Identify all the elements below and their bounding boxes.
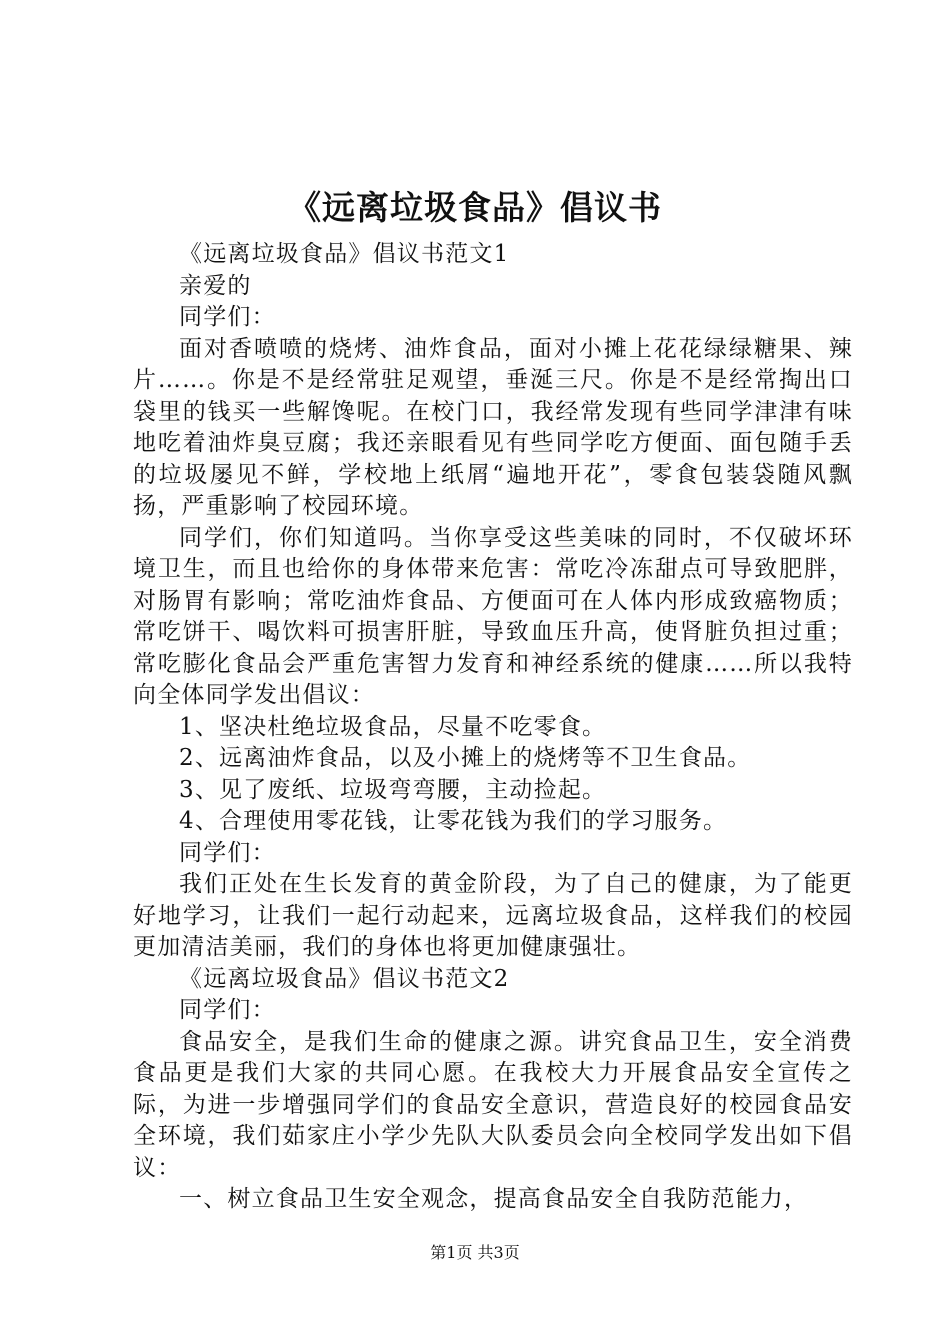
paragraph-body: 同学们，你们知道吗。当你享受这些美味的同时，不仅破坏环境卫生，而且也给你的身体带来危害：常吃冷冻甜点可导致肥胖，对肠胃有影响；常吃油炸食品、方便面可在人体内形成致癌物质；常吃饼干、喝饮料可损害肝脏，导致血压升高，使肾脏负担过重；常吃膨化食品会严重危害智力发育和神经系统的健康……所以我特向全体同学发出倡议： <box>133 524 853 708</box>
paragraph-salutation: 亲爱的 <box>179 272 252 299</box>
document-title: 《远离垃圾食品》倡议书 <box>288 188 662 227</box>
paragraph-heading-1: 《远离垃圾食品》倡议书范文1 <box>179 241 510 267</box>
page-footer: 第1页 共3页 <box>430 1243 520 1262</box>
list-item: 1、坚决杜绝垃圾食品，尽量不吃零食。 <box>179 713 607 740</box>
list-item: 3、见了废纸、垃圾弯弯腰，主动捡起。 <box>179 776 607 803</box>
list-item: 2、远离油炸食品，以及小摊上的烧烤等不卫生食品。 <box>179 745 752 771</box>
paragraph-body: 面对香喷喷的烧烤、油炸食品，面对小摊上花花绿绿糖果、辣片……。你是不是经常驻足观望，垂涎三尺。你是不是经常掏出口袋里的钱买一些解馋呢。在校门口，我经常发现有些同学津津有味地吃着油炸臭豆腐；我还亲眼看见有些同学吃方便面、面包随手丢的垃圾屡见不鲜，学校地上纸屑“遍地开花”，零食包装袋随风飘扬，严重影响了校园环境。 <box>133 335 853 519</box>
paragraph-addressee: 同学们： <box>179 997 276 1023</box>
paragraph-heading-2: 《远离垃圾食品》倡议书范文2 <box>179 965 510 992</box>
paragraph-addressee: 同学们： <box>179 839 276 866</box>
paragraph-body: 我们正处在生长发育的黄金阶段，为了自己的健康，为了能更好地学习，让我们一起行动起来，远离垃圾食品，这样我们的校园更加清洁美丽，我们的身体也将更加健康强壮。 <box>133 871 853 960</box>
document-body <box>133 239 853 1216</box>
paragraph-body: 一、树立食品卫生安全观念，提高食品安全自我防范能力， <box>179 1186 809 1212</box>
paragraph-addressee: 同学们： <box>179 304 276 330</box>
list-item: 4、合理使用零花钱，让零花钱为我们的学习服务。 <box>179 808 728 834</box>
paragraph-body: 食品安全，是我们生命的健康之源。讲究食品卫生，安全消费食品更是我们大家的共同心愿。在我校大力开展食品安全宣传之际，为进一步增强同学们的食品安全意识，营造良好的校园食品安全环境，我们茹家庄小学少先队大队委员会向全校同学发出如下倡议： <box>133 1028 853 1181</box>
